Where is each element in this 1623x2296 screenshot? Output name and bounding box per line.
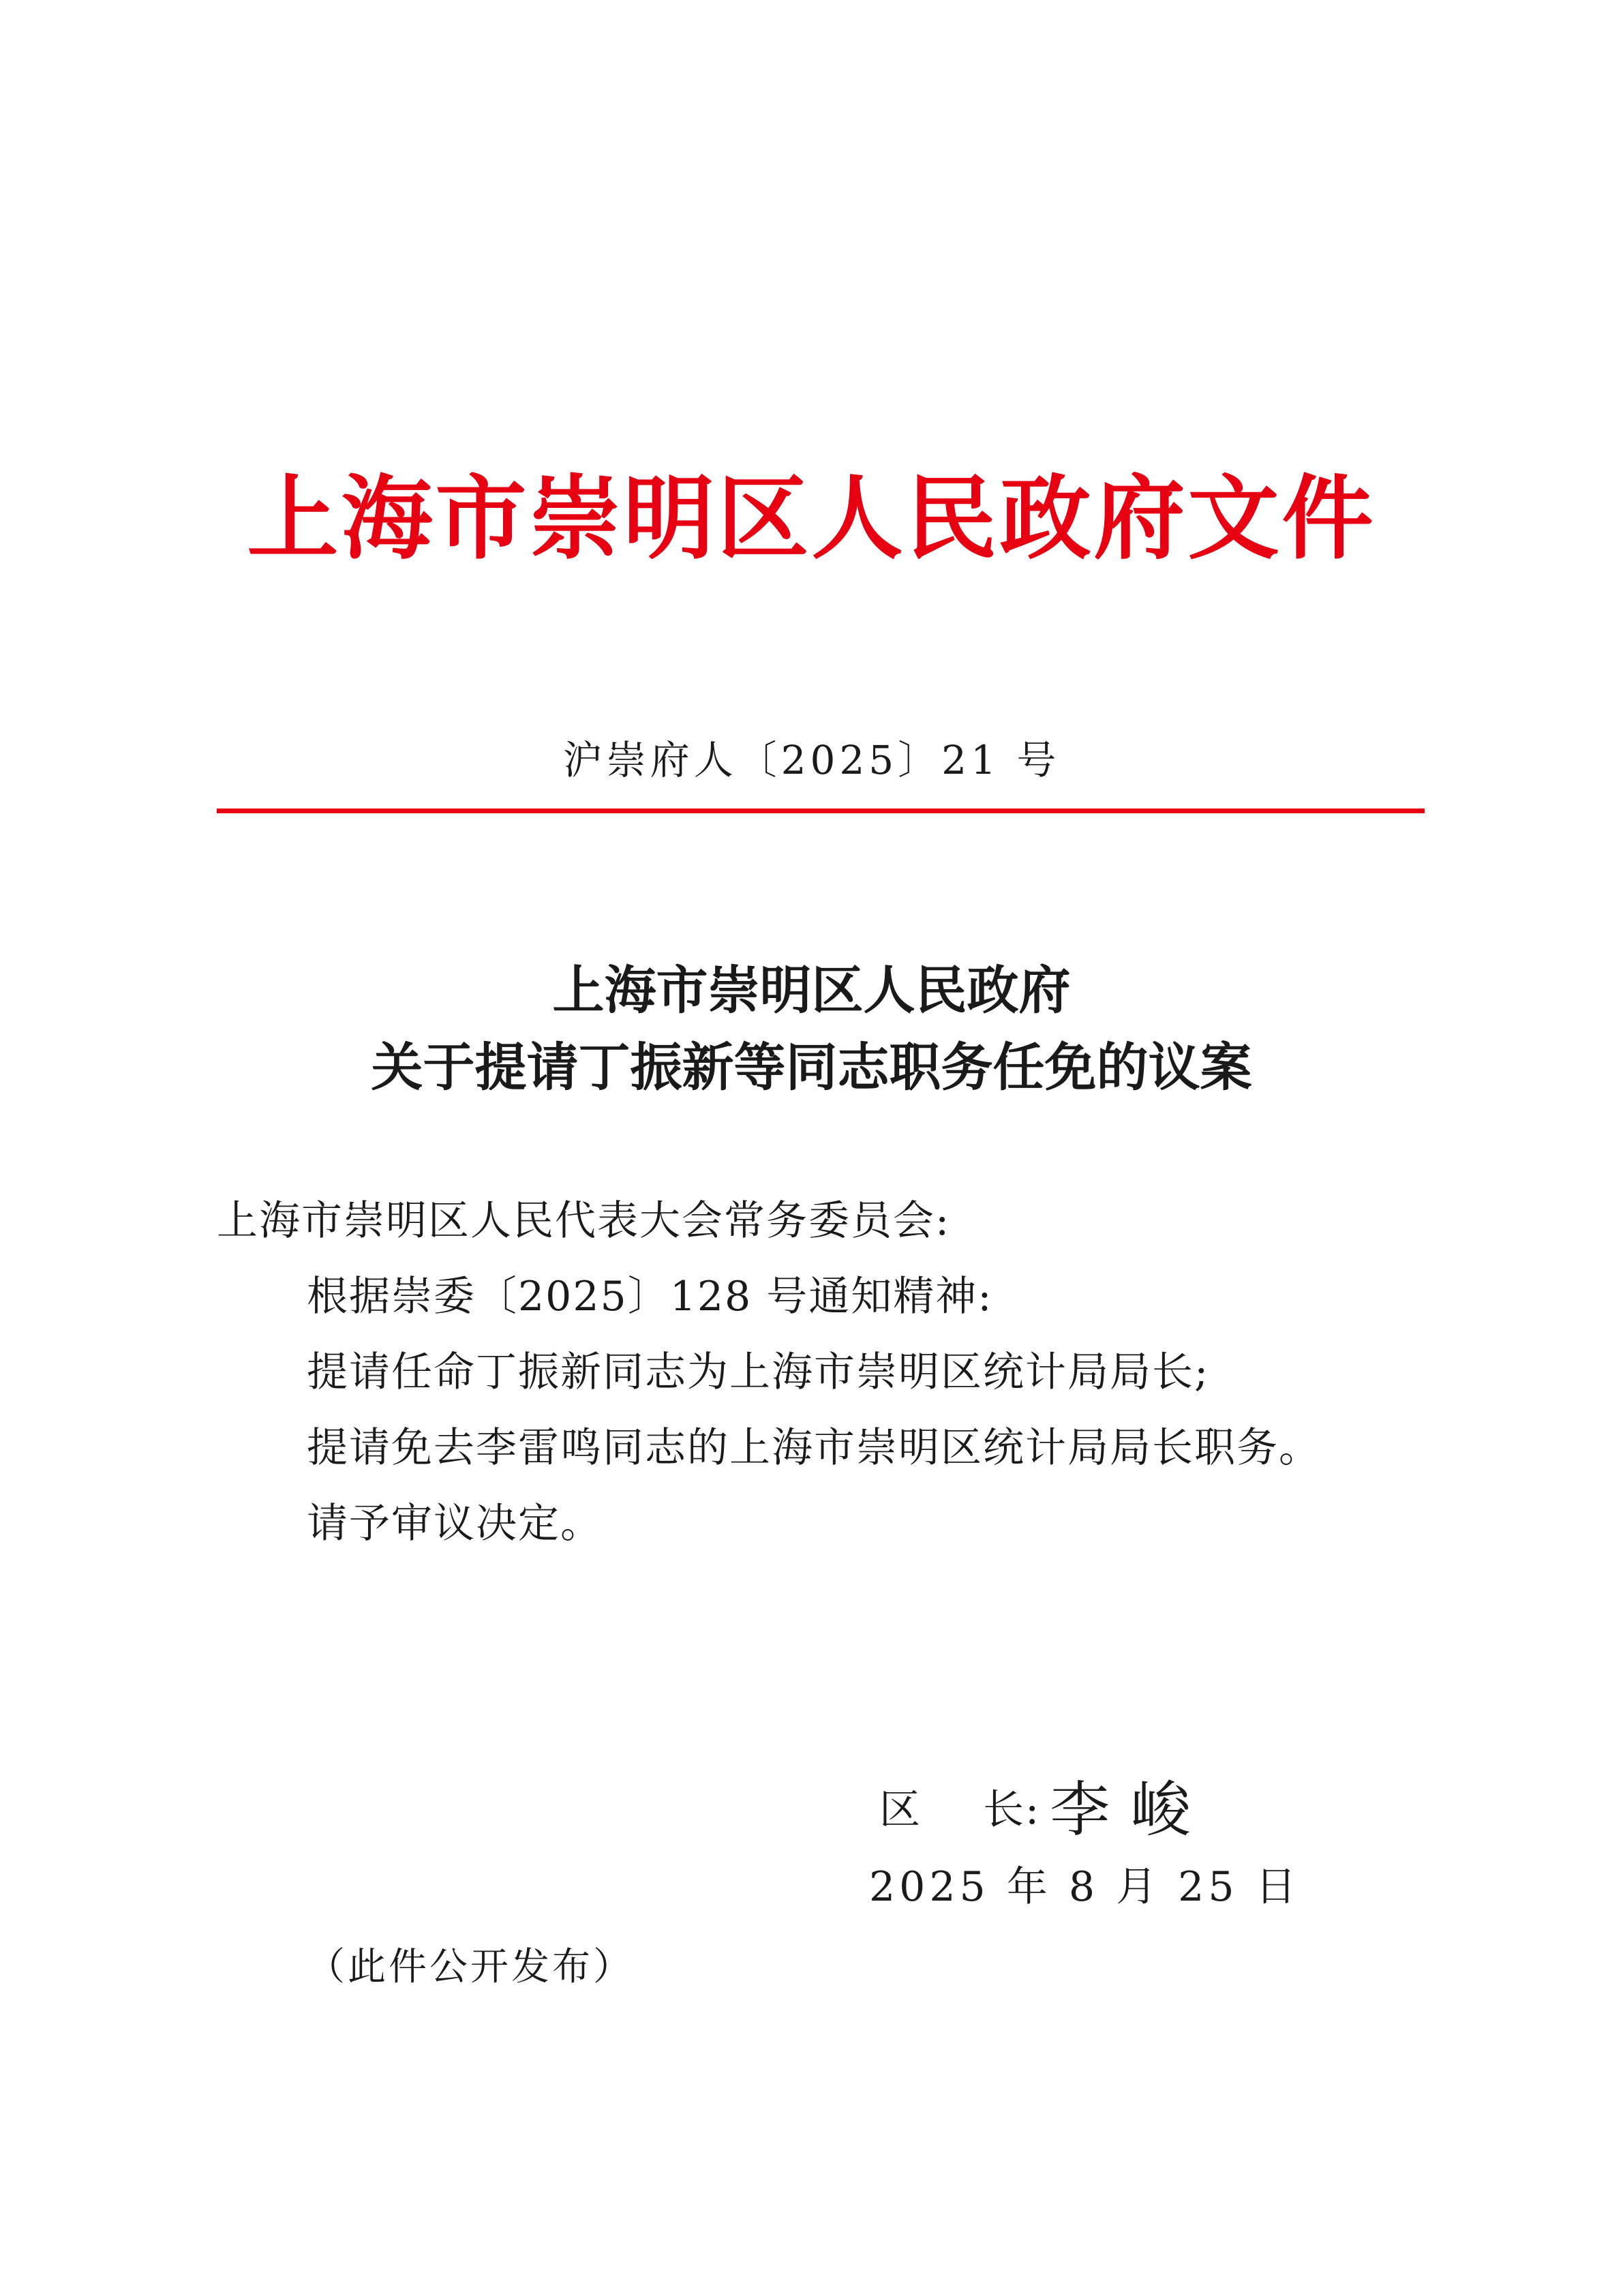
document-title-line-1: 上海市崇明区人民政府 (552, 960, 1071, 1021)
addressee: 上海市崇明区人民代表大会常务委员会: (217, 1197, 951, 1245)
signatory-title (879, 1772, 1040, 1847)
issue-date: 2025 年 8 月 25 日 (869, 1863, 1301, 1911)
disclosure-note: （此件公开发布） (307, 1945, 634, 1989)
signatory-name: 李峻 (1050, 1774, 1211, 1845)
document-title-line-2: 关于提请丁振新等同志职务任免的议案 (371, 1037, 1252, 1098)
body-paragraph: 根据崇委〔2025〕128 号通知精神: (307, 1273, 993, 1320)
document-masthead: 上海市崇明区人民政府文件 (247, 464, 1376, 572)
body-paragraph: 提请免去李雷鸣同志的上海市崇明区统计局局长职务。 (307, 1424, 1321, 1472)
red-divider-line (217, 809, 1425, 813)
body-paragraph: 请予审议决定。 (307, 1500, 603, 1547)
document-number: 沪崇府人〔2025〕21 号 (562, 737, 1061, 783)
signatory-title-part-1: 区 (879, 1786, 922, 1834)
signature-block (879, 1772, 1211, 1847)
signatory-title-part-2: 长: (983, 1786, 1041, 1834)
body-paragraph: 提请任命丁振新同志为上海市崇明区统计局局长; (307, 1348, 1210, 1396)
